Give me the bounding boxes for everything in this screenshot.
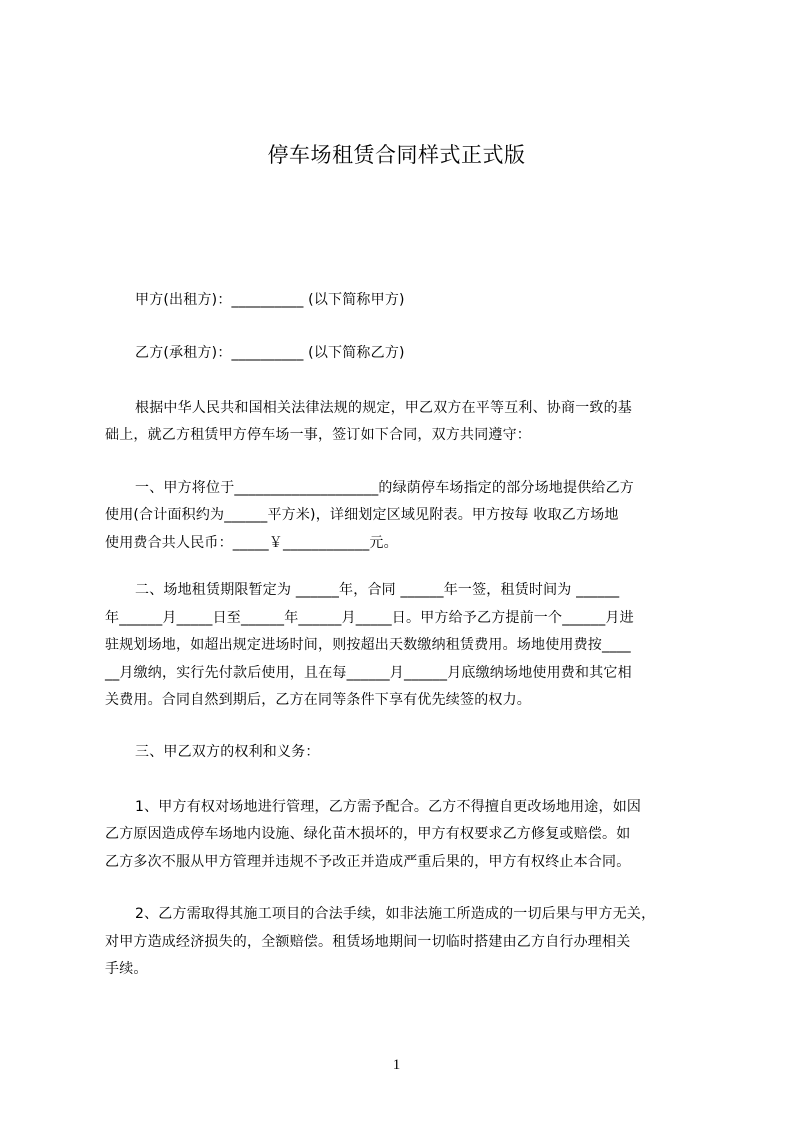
clause-2-line-5: 关费用。合同自然到期后，乙方在同等条件下享有优先续签的权力。 [105,692,531,708]
clause-3-heading: 三、甲乙双方的权利和义务： [135,744,320,760]
clause-2-line-4: __月缴纳，实行先付款后使用，且在每______月______月底缴纳场地使用费和其它相 [105,665,632,681]
clause-1-line-2: 使用(合计面积约为______平方米)，详细划定区域见附表。甲方按每 收取乙方场地 [105,507,619,523]
party-b-line: 乙方(承租方)：__________ (以下简称乙方) [135,345,405,361]
page-number: 1 [392,1057,401,1073]
party-a-line: 甲方(出租方)：__________ (以下简称甲方) [135,292,405,308]
clause-1-line-1: 一、甲方将位于____________________的绿荫停车场指定的部分场地提供给乙方 [135,480,634,496]
item-1-line-1: 1、甲方有权对场地进行管理，乙方需予配合。乙方不得擅自更改场地用途，如因 [135,799,642,815]
document-title: 停车场租赁合同样式正式版 [267,143,526,167]
item-1-line-3: 乙方多次不服从甲方管理并违规不予改正并造成严重后果的，甲方有权终止本合同。 [105,854,631,870]
preamble-line-1: 根据中华人民共和国相关法律法规的规定，甲乙双方在平等互利、协商一致的基 [135,400,632,416]
item-2-line-3: 手续。 [105,961,148,977]
clause-2-line-1: 二、场地租赁期限暂定为 ______年，合同 ______年一签，租赁时间为 ______ [135,582,620,598]
item-2-line-1: 2、乙方需取得其施工项目的合法手续，如非法施工所造成的一切后果与甲方无关， [135,906,656,922]
item-1-line-2: 乙方原因造成停车场地内设施、绿化苗木损坏的，甲方有权要求乙方修复或赔偿。如 [105,826,631,842]
item-2-line-2: 对甲方造成经济损失的，全额赔偿。租赁场地期间一切临时搭建由乙方自行办理相关 [105,934,631,950]
preamble-line-2: 础上，就乙方租赁甲方停车场一事，签订如下合同，双方共同遵守： [105,427,531,443]
clause-2-line-2: 年______月_____日至______年______月_____日。甲方给予乙方提前一个______月进 [105,610,634,626]
clause-2-line-3: 驻规划场地，如超出规定进场时间，则按超出天数缴纳租赁费用。场地使用费按____ [105,637,631,653]
clause-1-line-3: 使用费合共人民币：_____￥____________元。 [105,535,398,551]
